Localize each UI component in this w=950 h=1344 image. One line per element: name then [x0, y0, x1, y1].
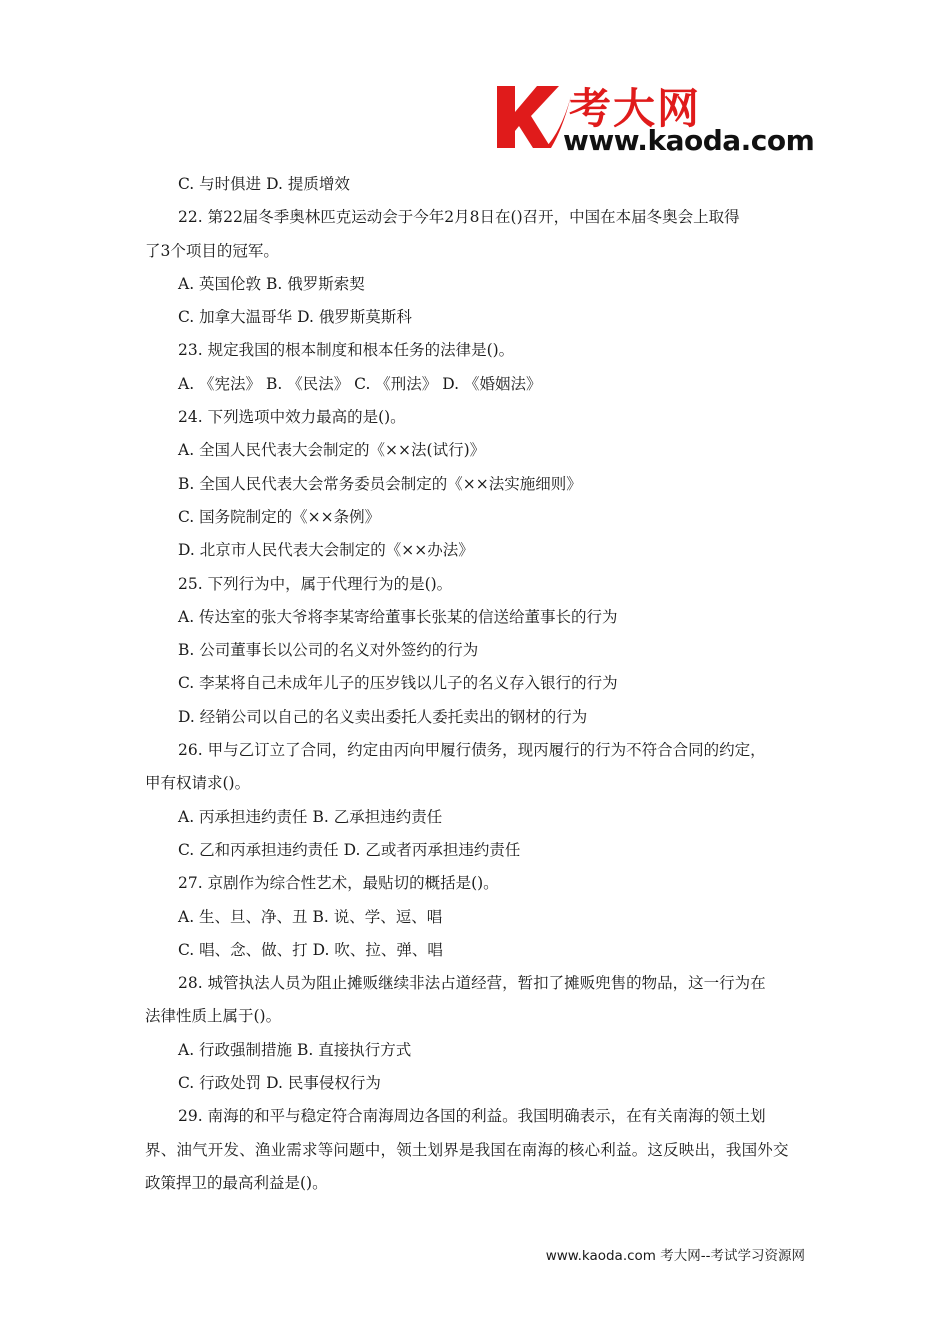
text-line: C. 行政处罚 D. 民事侵权行为	[178, 1074, 381, 1093]
text-line: 甲有权请求()。	[145, 774, 251, 793]
logo-k-icon	[493, 82, 573, 152]
text-line: A. 生、旦、净、丑 B. 说、学、逗、唱	[178, 907, 443, 926]
text-line: C. 唱、念、做、打 D. 吹、拉、弹、唱	[178, 940, 443, 959]
text-line: 23. 规定我国的根本制度和根本任务的法律是()。	[178, 341, 515, 360]
question-content	[145, 168, 810, 1200]
text-line: B. 全国人民代表大会常务委员会制定的《××法实施细则》	[178, 474, 582, 493]
text-line: A. 英国伦敦 B. 俄罗斯索契	[178, 274, 365, 293]
text-line: A. 行政强制措施 B. 直接执行方式	[178, 1040, 412, 1059]
text-line: 29. 南海的和平与稳定符合南海周边各国的利益。我国明确表示，在有关南海的领土划	[178, 1107, 766, 1126]
text-line: C. 加拿大温哥华 D. 俄罗斯莫斯科	[178, 308, 412, 327]
text-line: D. 经销公司以自己的名义卖出委托人委托卖出的钢材的行为	[178, 707, 588, 726]
logo-chinese-text: 考大网	[569, 84, 702, 133]
logo-url-text: www.kaoda.com	[563, 124, 815, 157]
text-line: 界、油气开发、渔业需求等问题中，领土划界是我国在南海的核心利益。这反映出，我国外交	[145, 1140, 789, 1159]
text-line: B. 公司董事长以公司的名义对外签约的行为	[178, 641, 479, 660]
text-line: 政策捍卫的最高利益是()。	[145, 1173, 328, 1192]
text-line: A. 传达室的张大爷将李某寄给董事长张某的信送给董事长的行为	[178, 607, 618, 626]
text-line: 25. 下列行为中，属于代理行为的是()。	[178, 574, 453, 593]
text-line: 22. 第22届冬季奥林匹克运动会于今年2月8日在()召开，中国在本届冬奥会上取得	[178, 208, 740, 227]
text-line: C. 与时俱进 D. 提质增效	[178, 175, 350, 193]
text-line: 了3个项目的冠军。	[145, 241, 279, 260]
text-line: 26. 甲与乙订立了合同，约定由丙向甲履行债务，现丙履行的行为不符合合同的约定，	[178, 741, 766, 760]
text-line: A. 《宪法》 B. 《民法》 C. 《刑法》 D. 《婚姻法》	[178, 374, 542, 393]
text-line: 27. 京剧作为综合性艺术，最贴切的概括是()。	[178, 874, 499, 893]
text-line: 28. 城管执法人员为阻止摊贩继续非法占道经营，暂扣了摊贩兜售的物品，这一行为在	[178, 974, 766, 993]
text-line: 法律性质上属于()。	[145, 1007, 282, 1026]
text-line: C. 乙和丙承担违约责任 D. 乙或者丙承担违约责任	[178, 840, 521, 859]
text-line: D. 北京市人民代表大会制定的《××办法》	[178, 541, 474, 560]
text-line: A. 全国人民代表大会制定的《××法(试行)》	[178, 441, 486, 460]
page-footer: www.kaoda.com 考大网--考试学习资源网	[545, 1248, 805, 1264]
text-line: C. 国务院制定的《××条例》	[178, 507, 381, 526]
kaoda-logo	[493, 80, 823, 160]
text-line: 24. 下列选项中效力最高的是()。	[178, 408, 406, 427]
text-line: C. 李某将自己未成年儿子的压岁钱以儿子的名义存入银行的行为	[178, 674, 618, 693]
text-line: A. 丙承担违约责任 B. 乙承担违约责任	[178, 807, 443, 826]
